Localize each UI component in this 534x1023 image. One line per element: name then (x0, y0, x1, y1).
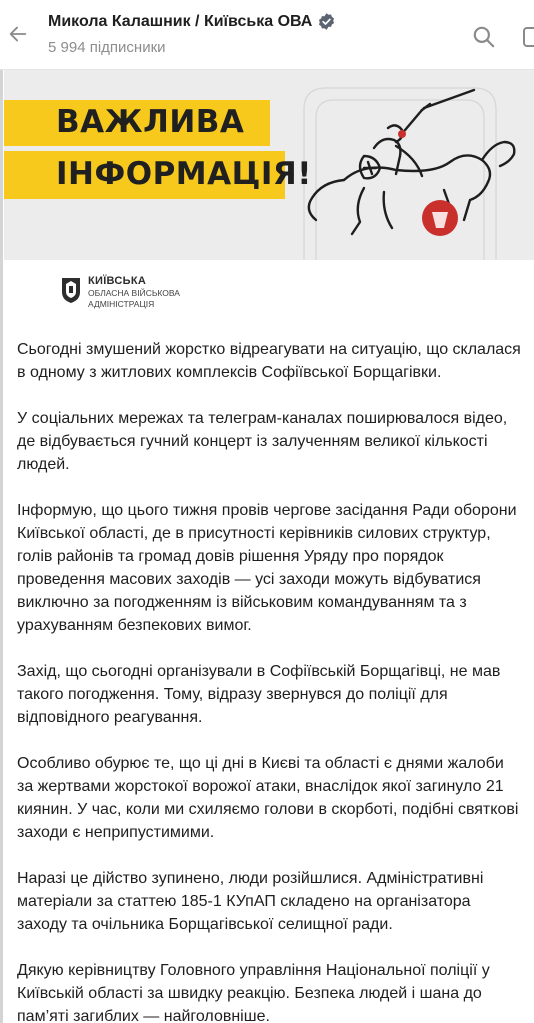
logo-title: КИЇВСЬКА (88, 275, 147, 287)
banner-heading-line-1: ВАЖЛИВА (56, 104, 245, 140)
arrow-left-icon (7, 23, 29, 45)
post-paragraph: Особливо обурює те, що ці дні в Києві та області є днями жалоби за жертвами жорстокої ворожої атаки, внаслідок якої загинуло 21 киянин. У час, коли ми схиляємо голови в скорботі, подібні святкові заходи є неприпустимими. (17, 755, 519, 841)
kyiv-oblast-logo (60, 276, 180, 308)
logo-subtitle-2: АДМІНІСТРАЦІЯ (88, 298, 155, 309)
channel-post (0, 70, 534, 1023)
post-text (17, 338, 522, 1023)
channel-header (0, 0, 534, 70)
post-image-banner[interactable] (4, 70, 534, 260)
back-button[interactable] (0, 14, 36, 54)
channel-title-row[interactable] (48, 12, 336, 31)
post-paragraph: Сьогодні змушений жорстко відреагувати на ситуацію, що склалася в одному з житлових комплексів Софіївської Борщагівки. (17, 341, 521, 381)
channel-title: Микола Калашник / Київська ОВА (48, 12, 313, 30)
post-paragraph: Інформую, що цього тижня провів чергове засідання Ради оборони Київської області, де в присутності керівників силових структур, голів районів та громад довів рішення Уряду про порядок проведення масових заходів — усі заходи можуть відбуватися виключно за погодженням із військовим командуванням та з урахуванням безпекових вимог. (17, 502, 517, 634)
post-paragraph: У соціальних мережах та телеграм-каналах поширювалося відео, де відбувається гучний концерт із залученням великої кількості людей. (17, 410, 508, 473)
subscriber-count: 5 994 підписники (48, 39, 166, 56)
banner-heading-line-2: ІНФОРМАЦІЯ! (56, 156, 312, 192)
post-accent-bar (0, 70, 3, 1023)
post-paragraph: Дякую керівництву Головного управління Національної поліції у Київській області за швидку реакцію. Безпека людей і шана до пам’яті загиблих — найголовніше. (17, 962, 490, 1023)
verified-badge-icon (317, 12, 336, 31)
logo-subtitle-1: ОБЛАСНА ВІЙСЬКОВА (88, 288, 180, 298)
search-icon (471, 24, 497, 50)
side-panel-icon (518, 24, 534, 50)
search-button[interactable] (471, 24, 497, 50)
post-paragraph: Наразі це дійство зупинено, люди розійшлися. Адміністративні матеріали за статтею 185-1 КУпАП складено на організатора заходу та очільника Борщагівської селищної ради. (17, 870, 484, 933)
logo-text (88, 276, 180, 308)
post-paragraph: Захід, що сьогодні організували в Софіївській Борщагівці, не мав такого погодження. Тому, відразу звернувся до поліції для відповідного реагування. (17, 663, 501, 726)
kyiv-region-emblem-icon (60, 276, 82, 304)
side-panel-button[interactable] (518, 24, 534, 50)
